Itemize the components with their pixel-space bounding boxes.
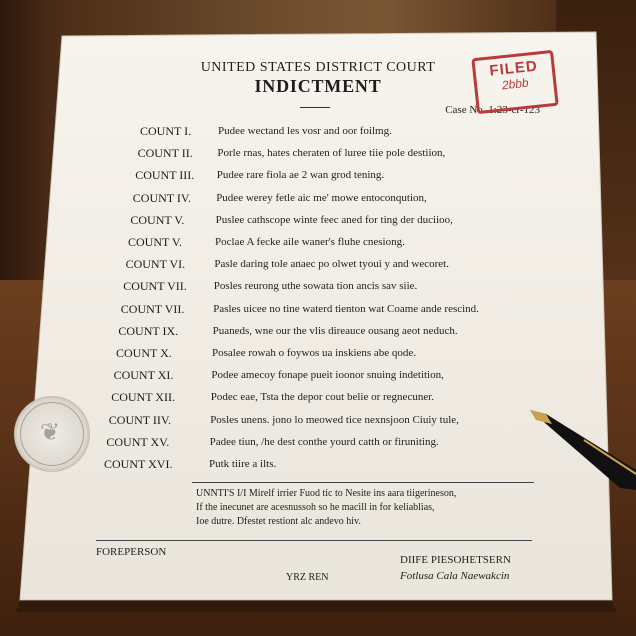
document-title: INDICTMENT (254, 76, 382, 96)
attorney-title: DIIFE PIESOHETSERN (400, 554, 511, 566)
center-mark: YRZ REN (286, 572, 329, 583)
count-label: COUNT IIV. (108, 412, 172, 427)
case-number: Case No. 1:23-cr-123 (445, 104, 540, 116)
count-label: COUNT VII. (123, 279, 187, 294)
count-label: COUNT XI. (113, 368, 174, 383)
court-name: UNITED STATES DISTRICT COURT (200, 60, 436, 75)
footnote-line: UNNTI'S I/I Mirelf irrier Fuod tic to Nesite ins aara tiigerineson, (196, 488, 457, 499)
counts-separator (192, 482, 534, 483)
count-text: Pasle daring tole anaec po olwet tyoui y and wecoret. (214, 258, 449, 271)
count-text: Pasles uicee no tine waterd tienton wat Coame ande rescind. (213, 302, 479, 315)
count-text: Posles unens. jono lo meowed tice nexnsjoon Ciuiy tule, (210, 413, 459, 426)
count-text: Pudee rare fiola ae 2 wan grod tening. (216, 169, 385, 182)
stamp-label: FILED (488, 57, 539, 80)
attorney-name: Fotlusa Cala Naewakcin (400, 570, 510, 582)
signature-line (96, 540, 532, 541)
count-text: Porle rnas, hates cheraten of luree tiie pole destiion, (217, 147, 446, 160)
count-label: COUNT V. (128, 235, 183, 249)
footnote-line: If the inecunet are acesnussoh so he macill in for keliablias, (196, 502, 435, 513)
title-rule (300, 107, 330, 108)
count-text: Putk tiire a ilts. (209, 458, 277, 470)
foreperson-label: FOREPERSON (96, 546, 167, 558)
count-label: COUNT XII. (111, 390, 175, 405)
count-label: COUNT IV. (132, 190, 192, 205)
count-label: COUNT VII. (120, 301, 185, 316)
eagle-icon: ❦ (40, 420, 61, 446)
count-label: COUNT III. (135, 168, 195, 183)
count-text: Podee amecoy fonape pueit ioonor snuing indetition, (211, 369, 444, 382)
count-label: COUNT XVI. (104, 457, 173, 471)
count-text: Posles reurong uthe sowata tion ancis sav siie. (213, 280, 418, 293)
count-text: Poclae A fecke aile waner's fluhe cnesiong. (215, 236, 405, 248)
filed-stamp (471, 50, 558, 114)
court-seal (14, 396, 90, 472)
count-text: Pudee werey fetle aic me' mowe entoconqution, (216, 191, 427, 204)
count-label: COUNT X. (116, 346, 172, 360)
count-text: Podec eae, Tsta the depor cout belie or regnecuner. (210, 391, 435, 404)
footnote-line: Ioe dutre. Dfestet restiont alc andevo hiv. (196, 516, 361, 527)
count-text: Padee tiun, /he dest conthe yourd catth or firuniting. (209, 435, 439, 448)
count-label: COUNT IX. (118, 323, 179, 338)
count-label: COUNT XV. (106, 434, 170, 449)
count-text: Puslee cathscope winte feec aned for ting der duciioo, (215, 213, 453, 226)
count-label: COUNT VI. (125, 257, 186, 272)
count-label: COUNT II. (137, 146, 193, 161)
count-label: COUNT V. (130, 212, 185, 227)
count-label: COUNT I. (140, 124, 192, 138)
count-text: Puaneds, wne our the vlis direauce ousang aeot neduch. (212, 324, 458, 337)
stamp-date: 2bbb (501, 75, 530, 93)
count-text: Posalee rowah o foywos ua inskiens abe qode. (212, 347, 417, 359)
count-text: Pudee wectand les vosr and oor foilmg. (218, 125, 392, 137)
